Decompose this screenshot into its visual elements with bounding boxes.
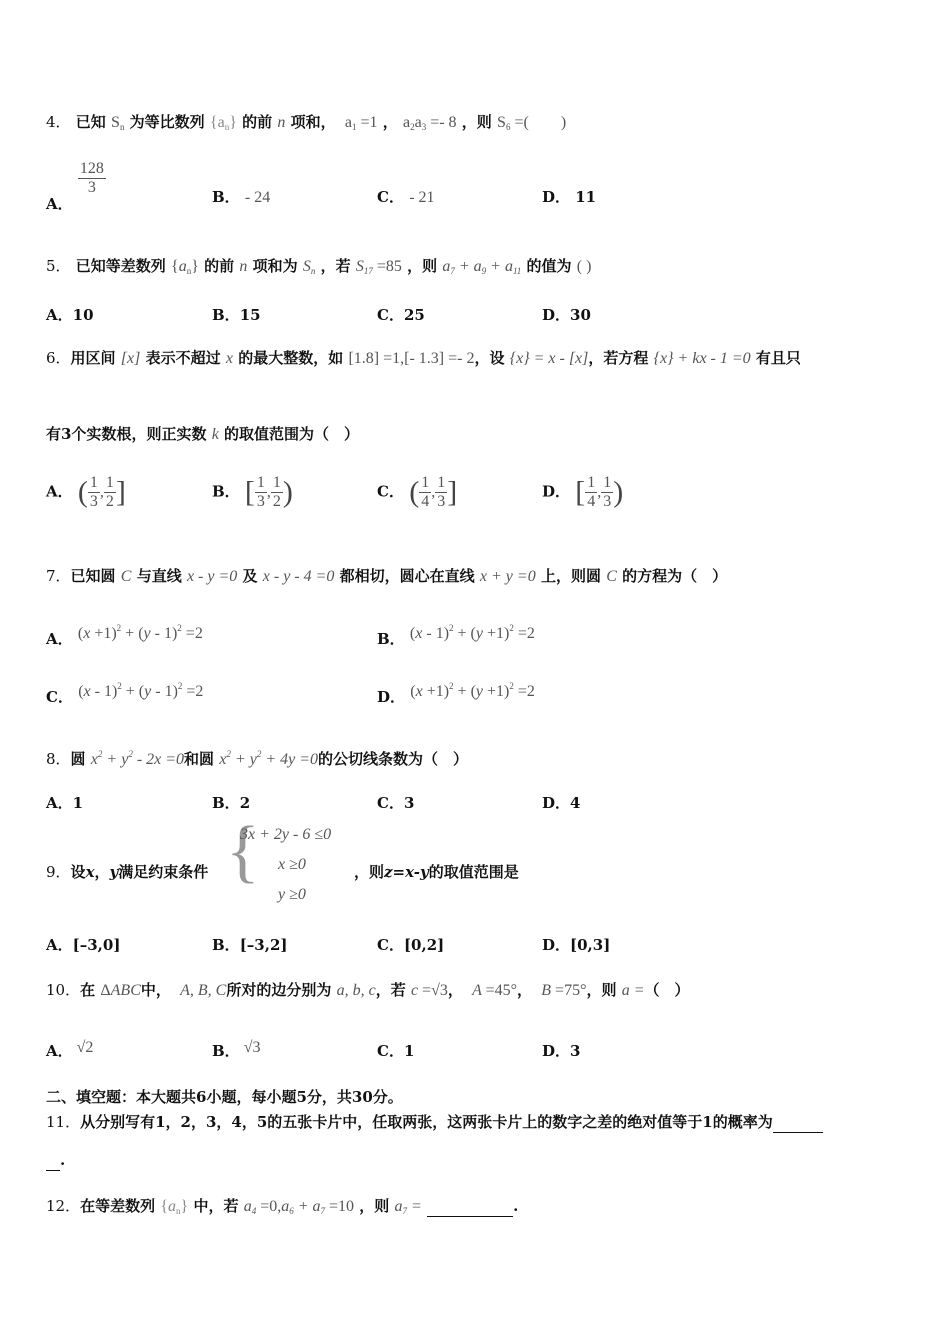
option-c[interactable]: C．1 <box>377 1042 415 1060</box>
question-12: 12．在等差数列 $\{a_n\}$ 中，若 $a_4 =0,a_6 + a_7 =10$ ，则 $a_7$ = . <box>46 1197 519 1216</box>
option-c[interactable]: C．[0,2] <box>377 936 445 954</box>
question-6: 6．用区间 [x] 表示不超过 x 的最大整数，如 [1.8] =1,[- 1.3] =- 2，设 {x} = x - [x]，若方程 {x} + kx - 1 =0 有且只 <box>46 349 801 367</box>
option-a[interactable]: A． ( $\frac{1}{3}$ , $\frac{1}{2}$ ] <box>46 474 126 510</box>
option-d[interactable]: D．[0,3] <box>542 936 611 954</box>
option-a[interactable]: A． $(x +1)^2 + (y - 1)^2 =2$ <box>46 623 203 648</box>
math-s6: $S_6$ = <box>497 114 524 132</box>
math-a1: $a_1 =1$ <box>340 114 378 132</box>
option-a[interactable]: A． $\frac{128}{3}$ <box>46 160 104 213</box>
option-c[interactable]: C． (x - 1)$^2$ + (y - 1)$^2$ =2 <box>46 681 204 706</box>
option-a[interactable]: A．[–3,0] <box>46 936 121 954</box>
question-10: 10．在 ΔABC中， A, B, C所对的边分别为 a, b, c，若 c =√3， A =45°， B =75°，则 a =（ ） <box>46 981 690 999</box>
option-b[interactable]: B．2 <box>212 794 251 812</box>
answer-blank[interactable] <box>427 1196 513 1217</box>
option-b[interactable]: B． √3 <box>212 1039 261 1060</box>
option-b[interactable]: B． - 24 <box>212 188 271 206</box>
math-sn: $S_n$ <box>111 114 125 132</box>
option-a[interactable]: A． √2 <box>46 1039 94 1060</box>
question-9: 9．设x，y满足约束条件 <box>46 863 209 881</box>
option-d[interactable]: D． $(x +1)^2 + (y +1)^2 =2$ <box>377 681 535 706</box>
question-5: 5． 已知等差数列 $\{a_n\}$ 的前 n 项和为 $S_n$ ，若 $S_{17} =85$ ，则 $a_7 + a_9 + a_{11}$ 的值为 ( ) <box>46 257 592 276</box>
question-7: 7．已知圆 C 与直线 x - y =0 及 x - y - 4 =0 都相切，圆心在直线 x + y =0 上，则圆 C 的方程为（ ） <box>46 567 728 585</box>
option-c[interactable]: C．3 <box>377 794 415 812</box>
question-9-tail: ，则z=x-y的取值范围是 <box>354 863 519 881</box>
option-b[interactable]: B．15 <box>212 306 261 324</box>
option-d[interactable]: D．30 <box>542 306 591 324</box>
question-4: 4． 已知 $S_n$ 为等比数列 $\{a_n\}$ 的前 n 项和， $a_1 =1$ ， $a_2a_3 =- 8$ ，则 $S_6$ =( ) <box>46 113 567 132</box>
question-6-line-2: 有3个实数根，则正实数 k 的取值范围为（ ） <box>46 425 360 443</box>
question-number: 4． <box>46 113 71 131</box>
option-c[interactable]: C． - 21 <box>377 188 435 206</box>
option-b[interactable]: B．[–3,2] <box>212 936 288 954</box>
option-d[interactable]: D．4 <box>542 794 581 812</box>
option-d[interactable]: D． 11 <box>542 188 597 206</box>
math-a2a3: $a_2a_3 =- 8$ <box>402 114 457 132</box>
fraction: $\frac{128}{3}$ <box>79 160 104 196</box>
option-c[interactable]: C．25 <box>377 306 425 324</box>
answer-blank[interactable] <box>773 1112 823 1133</box>
question-11: 11．从分别写有1，2，3，4，5的五张卡片中，任取两张，这两张卡片上的数字之差的绝对值等于1的概率为 <box>46 1112 823 1133</box>
question-11-line-2: . <box>46 1150 65 1171</box>
option-d[interactable]: D．3 <box>542 1042 581 1060</box>
option-b[interactable]: B． [ $\frac{1}{3}$ , $\frac{1}{2}$ ) <box>212 474 293 510</box>
option-b[interactable]: B． $(x - 1)^2 + (y +1)^2 =2$ <box>377 623 535 648</box>
math-an-set: $\{a_n\}$ <box>209 114 237 132</box>
option-a[interactable]: A．1 <box>46 794 84 812</box>
exam-page: 4． 已知 $S_n$ 为等比数列 $\{a_n\}$ 的前 n 项和， $a_1 =1$ ， $a_2a_3 =- 8$ ，则 $S_6$ =( ) A． $\frac{128}{3}$ B． - 24 C． - 21 D． 11 5． 已知等差数列 $\{a_n\}$ 的前 n 项和为 $S_n$ ，若 $S_{17} =85$ ，则 $a_7 + a_9 + a_{11}$ 的值为 ( ) A．10 B．15 C．25 D．30 6．用区间 [x] 表示不超过 x 的最大整数，如 [1.8] =1,[- 1.3] =- 2，设 {x} = x - [x]，若方程 {x} + kx - 1 =0 有且只 有3个实数根，则正实数 k 的取值范围为（ ） A． ( $\frac{1}{3}$ , $\frac{1}{2}$ ] B． [ $\frac{1}{3}$ , $\frac{1}{2}$ ) C． ( $\frac{1}{4}$ , $\frac{1}{3}$ ] D． [ $\frac{1}{4}$ , $\frac{1}{3}$ ) 7．已知圆 C 与直线 x - y =0 及 x - y - 4 =0 都相切，圆心在直线 x + y =0 上，则圆 C 的方程为（ ） A． $(x +1)^2 + (y - 1)^2 =2$ B． $(x - 1)^2 + (y +1)^2 =2$ C． (x - 1)$^2$ + (y - 1)$^2$ =2 D． $(x +1)^2 + (y +1)^2 =2$ 8．圆 $x^2 + y^2 - 2x =0$和圆 $x^2 + y^2 + 4y =0$的公切线条数为（ ） A．1 B．2 C．3 D．4 9．设x，y满足约束条件 { 3x + 2y - 6 ≤0 x ≥0 y ≥0 ，则z=x-y的取值范围是 A．[–3,0] B．[–3,2] C．[0,2] D．[0,3] 10．在 ΔABC中， A, B, C所对的边分别为 a, b, c，若 c =√3， A =45°， B =75°，则 a =（ ） A． √2 B． √3 C．1 D．3 二、填空题：本大题共6小题，每小题5分，共30分。 11．从分别写有1，2，3，4，5的五张卡片中，任取两张，这两张卡片上的数字之差的绝对值等于1的概率为 . 12．在等差数列 $\{a_n\}$ 中，若 $a_4 =0,a_6 + a_7 =10$ ，则 $a_7$ = . <box>0 0 950 1344</box>
section-heading: 二、填空题：本大题共6小题，每小题5分，共30分。 <box>46 1088 403 1106</box>
option-a[interactable]: A．10 <box>46 306 94 324</box>
question-8: 8．圆 $x^2 + y^2 - 2x =0$和圆 $x^2 + y^2 + 4y =0$的公切线条数为（ ） <box>46 749 469 768</box>
option-c[interactable]: C． ( $\frac{1}{4}$ , $\frac{1}{3}$ ] <box>377 474 458 510</box>
option-d[interactable]: D． [ $\frac{1}{4}$ , $\frac{1}{3}$ ) <box>542 474 624 510</box>
system-brace: { <box>226 813 260 890</box>
